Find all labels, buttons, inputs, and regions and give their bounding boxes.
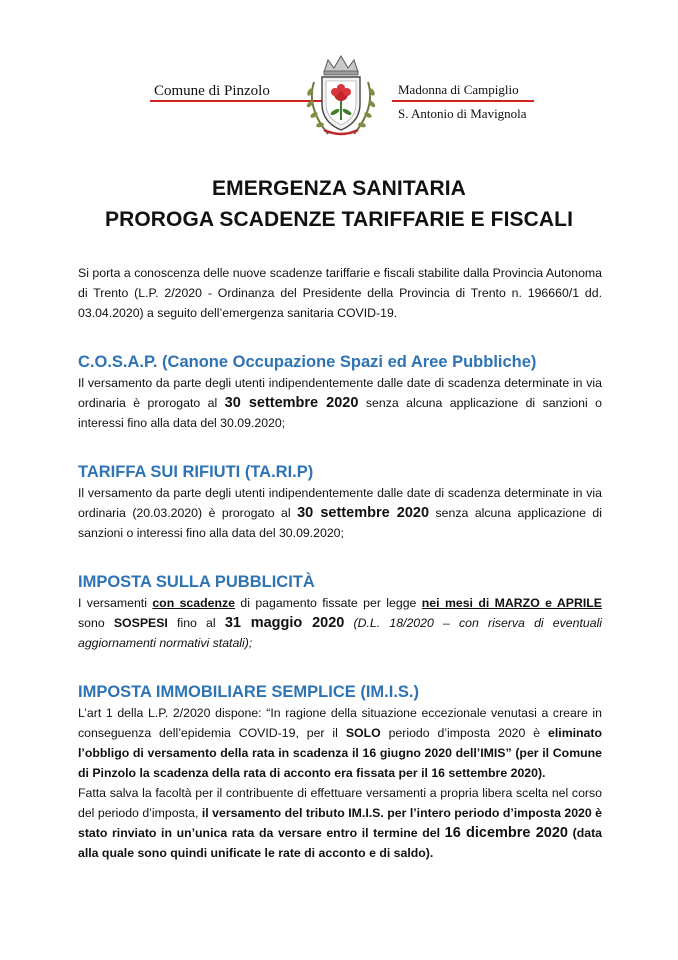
pubblicita-text-a: I versamenti [78,596,147,610]
cosap-text-b: senza alcuna applicazione di sanzioni o interessi fino alla data del 30.09.2020; [78,396,602,430]
imis-p1-bold: eliminato l’obbligo di versamento della rata in scadenza il 16 giugno 2020 dell’IMIS” (per il Comune di Pinzolo la scadenza della rata di acconto era fissata per il 16 settembre 2020). [78,726,602,780]
pubblicita-paragraph [78,593,602,653]
pubblicita-sospesi: SOSPESI [113,616,168,630]
letterhead-right-rule [392,100,534,102]
tarip-heading: TARIFFA SUI RIFIUTI (TA.RI.P) [78,463,314,481]
pubblicita-heading: IMPOSTA SULLA PUBBLICITÀ [78,573,315,591]
imis-paragraph-1 [78,703,602,783]
cosap-deadline: 30 settembre 2020 [224,395,359,411]
pubblicita-underline-2: nei mesi di MARZO e APRILE [421,596,602,610]
tarip-text-a: Il versamento da parte degli utenti indipendentemente dalle date di scadenza determinate in via ordinaria (20.03.2020) è prorogato al [78,486,602,520]
imis-p1-text-a: L’art 1 della L.P. 2/2020 dispone: “In ragione della situazione eccezionale venutasi a creare in conseguenza dell’epidemia COVID-19, per il [78,706,602,740]
pubblicita-text-c: sono [78,616,105,630]
imis-heading: IMPOSTA IMMOBILIARE SEMPLICE (IM.I.S.) [78,683,419,701]
intro-paragraph: Si porta a conoscenza delle nuove scadenze tariffarie e fiscali stabilite dalla Provincia Autonoma di Trento (L.P. 2/2020 - Ordinanza del Presidente della Provincia di Trento n. 196660/1 dd. 03.04.2020) a seguito dell’emergenza sanitaria COVID-19. [78,266,602,320]
pubblicita-deadline: 31 maggio 2020 [224,615,345,631]
imis-deadline: 16 dicembre 2020 [444,825,568,841]
letterhead [0,0,678,150]
document-body [78,263,602,863]
pubblicita-text-b: di pagamento fissate per legge [240,596,417,610]
imis-p2-bold: il versamento del tributo IM.I.S. per l’intero periodo d’imposta 2020 è stato rinviato in un’unica rata da versare entro il termine del [78,806,603,840]
pubblicita-underline-1: con scadenze [152,596,235,610]
tarip-text-b: senza alcuna applicazione di sanzioni o interessi fino alla data del 30.09.2020; [78,506,602,540]
pubblicita-note: (D.L. 18/2020 – con riserva di eventuali aggiornamenti normativi statali); [78,616,603,650]
letterhead-municipality: Comune di Pinzolo [154,83,270,99]
imis-p1-text-b: periodo d’imposta 2020 è [388,726,541,740]
cosap-text-a: Il versamento da parte degli utenti indipendentemente dalle date di scadenza determinate in via ordinaria è prorogato al [78,376,602,410]
cosap-paragraph [78,373,602,433]
letterhead-locality-2: S. Antonio di Mavignola [398,106,527,121]
pubblicita-text-d: fino al [177,616,216,630]
imis-p1-solo: SOLO [345,726,381,740]
page-title-line-1: EMERGENZA SANITARIA [212,177,466,200]
cosap-heading: C.O.S.A.P. (Canone Occupazione Spazi ed Aree Pubbliche) [78,353,537,371]
page-title-line-2: PROROGA SCADENZE TARIFFARIE E FISCALI [104,208,574,231]
tarip-paragraph [78,483,602,543]
tarip-deadline: 30 settembre 2020 [297,505,430,521]
coat-of-arms-icon [298,52,384,140]
imis-paragraph-2 [78,783,602,863]
imis-p2-end: (data alla quale sono quindi unificate le rate di acconto e di saldo). [78,826,603,860]
letterhead-locality-1: Madonna di Campiglio [398,82,519,97]
imis-p2-text-a: Fatta salva la facoltà per il contribuente di effettuare versamenti a propria libera scelta nel corso del periodo d’imposta, [78,786,602,820]
